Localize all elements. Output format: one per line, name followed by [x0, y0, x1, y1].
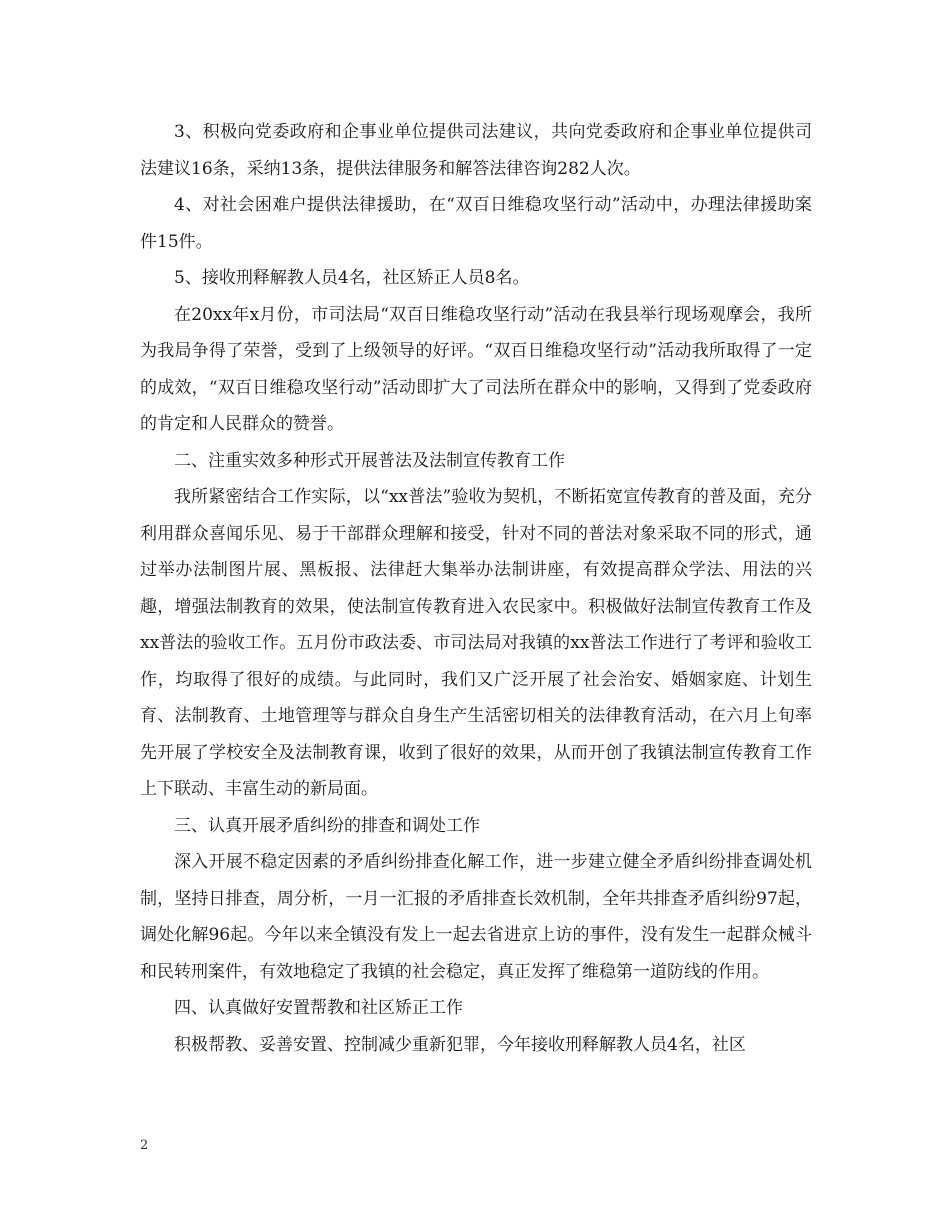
document-body — [140, 114, 812, 1063]
section-heading-3: 三、认真开展矛盾纠纷的排查和调处工作 — [174, 815, 480, 836]
paragraph-dispute-mediation: 深入开展不稳定因素的矛盾纠纷排查化解工作，进一步建立健全矛盾纠纷排查调处机制，坚持日排查，周分析，一月一汇报的矛盾排查长效机制，全年共排查矛盾纠纷97起，调处化解96起。今年以来全镇没有发上一起去省进京上访的事件，没有发生一起群众械斗和民转刑案件，有效地稳定了我镇的社会稳定，真正发挥了维稳第一道防线的作用。 — [140, 852, 812, 982]
section-heading-4: 四、认真做好安置帮教和社区矫正工作 — [174, 998, 463, 1018]
paragraph-item-3: 3、积极向党委政府和企事业单位提供司法建议，共向党委政府和企事业单位提供司法建议16条，采纳13条，提供法律服务和解答法律咨询282人次。 — [140, 122, 812, 179]
page-number: 2 — [140, 1138, 149, 1153]
paragraph-activity-summary: 在20xx年x月份，市司法局“双百日维稳攻坚行动”活动在我县举行现场观摩会，我所为我局争得了荣誉，受到了上级领导的好评。“双百日维稳攻坚行动”活动我所取得了一定的成效，“双百日维稳攻坚行动”活动即扩大了司法所在群众中的影响，又得到了党委政府的肯定和人民群众的赞誉。 — [140, 304, 812, 434]
paragraph-legal-education: 我所紧密结合工作实际，以“xx普法”验收为契机，不断拓宽宣传教育的普及面，充分利用群众喜闻乐见、易于干部群众理解和接受，针对不同的普法对象采取不同的形式，通过举办法制图片展、黑板报、法律赶大集举办法制讲座，有效提高群众学法、用法的兴趣，增强法制教育的效果，使法制宣传教育进入农民家中。积极做好法制宣传教育工作及xx普法的验收工作。五月份市政法委、市司法局对我镇的xx普法工作进行了考评和验收工作，均取得了很好的成绩。与此同时，我们又广泛开展了社会治安、婚姻家庭、计划生育、法制教育、土地管理等与群众自身生产生活密切相关的法律教育活动，在六月上旬率先开展了学校安全及法制教育课，收到了很好的效果，从而开创了我镇法制宣传教育工作上下联动、丰富生动的新局面。 — [140, 487, 812, 799]
paragraph-item-5: 5、接收刑释解教人员4名，社区矫正人员8名。 — [174, 268, 530, 288]
section-heading-2: 二、注重实效多种形式开展普法及法制宣传教育工作 — [174, 450, 565, 471]
paragraph-resettlement: 积极帮教、妥善安置、控制减少重新犯罪，今年接收刑释解教人员4名，社区 — [174, 1034, 746, 1055]
paragraph-item-4: 4、对社会困难户提供法律援助，在“双百日维稳攻坚行动”活动中，办理法律援助案件15件。 — [140, 195, 812, 252]
